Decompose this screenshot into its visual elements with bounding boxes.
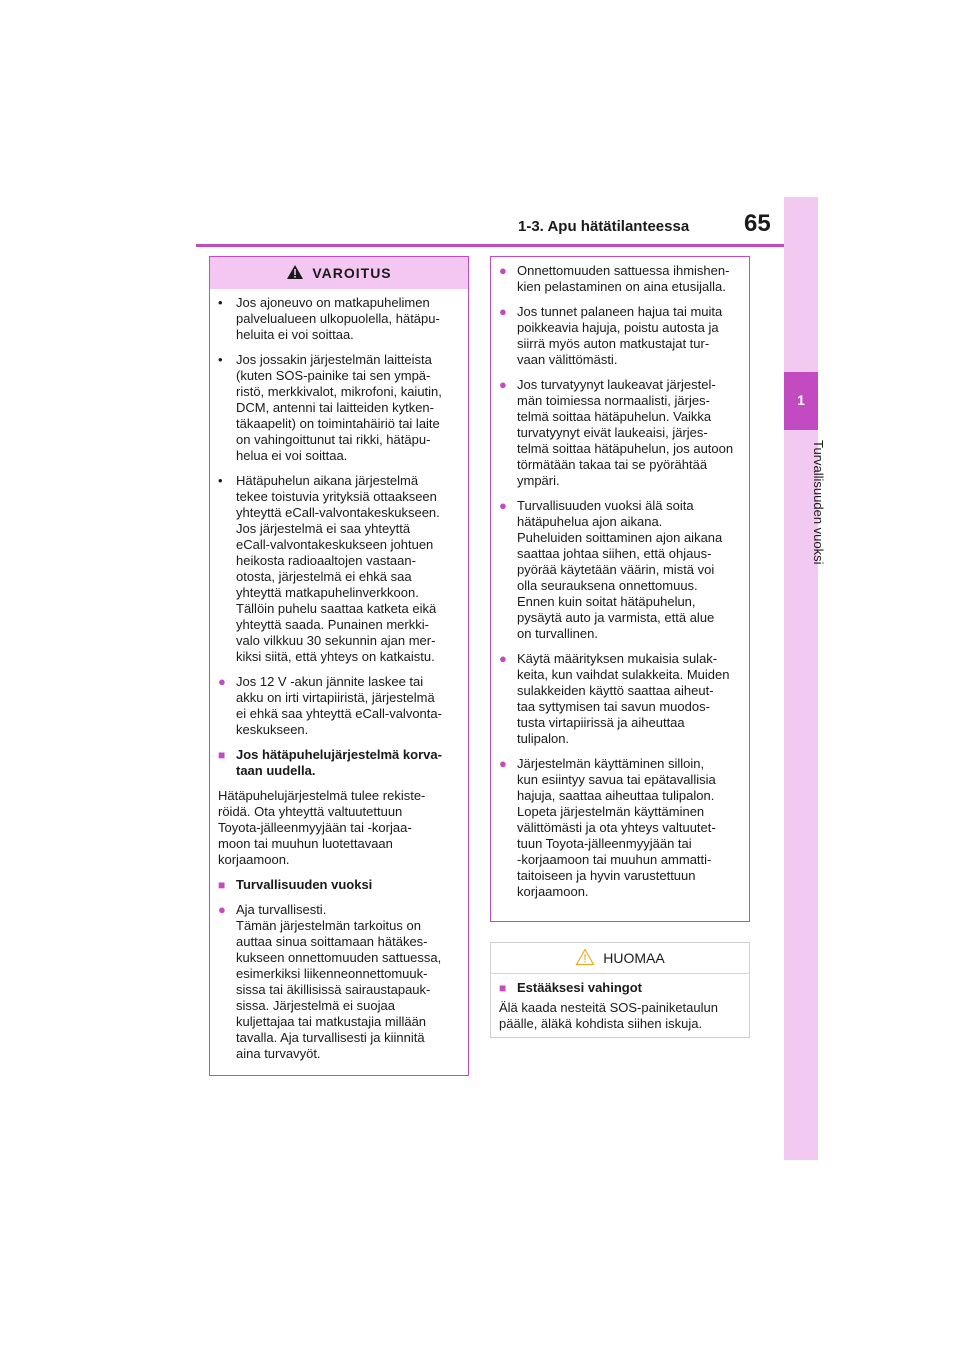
list-item — [499, 263, 741, 295]
section-heading-text: Jos hätäpuhelujärjestelmä korva- taan uudella. — [236, 747, 442, 778]
bullet-icon: • — [218, 352, 223, 367]
chapter-number: 1 — [797, 392, 805, 408]
list-item-text: Hätäpuhelun aikana järjestelmä tekee toistuvia yrityksiä ottaakseen yhteyttä eCall-valvontakeskukseen. Jos järjestelmä ei saa yhteyttä eCall-valvontakeskukseen johtuen heikosta radioaaltojen vastaan- otosta, järjestelmä ei ehkä saa yhteyttä matkapuhelinverkkoon. Tällöin puhelu saattaa katketa eikä yhteyttä saada. Punainen merkki- valo vilkkuu 30 sekunnin ajan mer- kiksi siitä, että yhteys on katkaistu. — [236, 473, 440, 664]
square-bullet-icon: ■ — [218, 878, 226, 892]
warning-header — [210, 257, 468, 289]
list-item — [499, 498, 741, 642]
list-item — [218, 902, 460, 1062]
note-header — [491, 943, 749, 974]
circle-bullet-icon: ● — [499, 263, 507, 278]
circle-bullet-icon: ● — [218, 902, 226, 917]
list-item — [218, 674, 460, 738]
caution-outline-icon — [575, 948, 595, 969]
circle-bullet-icon: ● — [499, 756, 507, 771]
list-item-text: Järjestelmän käyttäminen silloin, kun esiintyy savua tai epätavallisia hajuja, saattaa aiheuttaa tulipalon. Lopeta järjestelmän käyttäminen välittömästi ja ota yhteys valtuutet- tuun Toyota-jälleenmyyjään tai -korjaamoon tai muuhun ammatti- taitoiseen ja hyvin varustettuun korjaamoon. — [517, 756, 716, 899]
paragraph: Älä kaada nesteitä SOS-painiketaulun päälle, äläkä kohdista siihen iskuja. — [499, 1000, 718, 1031]
list-item-text: Jos turvatyynyt laukeavat järjestel- män toimiessa normaalisti, järjes- telmä soittaa hätäpuhelun. Vaikka turvatyynyt eivät laukeaisi, järjes- telmä soittaa hätäpuhelun, jos autoon törmätään takaa tai se pyörähtää ympäri. — [517, 377, 734, 488]
warning-triangle-icon — [286, 264, 304, 283]
section-heading-text: Estääksesi vahingot — [517, 980, 642, 995]
page-number: 65 — [744, 210, 771, 237]
list-item — [499, 651, 741, 747]
list-item — [218, 473, 460, 665]
square-bullet-icon: ■ — [218, 748, 226, 762]
circle-bullet-icon: ● — [499, 498, 507, 513]
safety-info-body — [491, 257, 749, 917]
list-item-text: Jos jossakin järjestelmän laitteista (kuten SOS-painike tai sen ympä- ristö, merkkivalot, mikrofoni, kaiutin, DCM, antenni tai laitteiden kytken- täkaapelit) on toimintahäiriö tai laite on vahingoittunut tai rikki, hätäpu- helua ei voi soittaa. — [236, 352, 442, 463]
bullet-icon: • — [218, 295, 223, 310]
list-item — [218, 352, 460, 464]
note-body — [491, 974, 749, 1049]
list-item-text: Käytä määrityksen mukaisia sulak- keita, kun vaihdat sulakkeita. Muiden sulakkeiden käyttö saattaa aiheut- taa syttymisen tai savun muodos- tusta virtapiirissä ja aiheuttaa tulipalon. — [517, 651, 730, 746]
list-item-text: Aja turvallisesti. Tämän järjestelmän tarkoitus on auttaa sinua soittamaan hätäkes- kukseen onnettomuuden sattuessa, esimerkiksi liikenneonnettomuuk- sissa tai äkillisissä sairaustapauk- sissa. Järjestelmä ei suojaa kuljettajaa tai matkustajia millään tavalla. Aja turvallisesti ja kiinnitä aina turvavyöt. — [236, 902, 442, 1061]
circle-bullet-icon: ● — [499, 377, 507, 392]
section-heading-text: Turvallisuuden vuoksi — [236, 877, 373, 892]
section-heading — [499, 980, 741, 996]
section-heading — [218, 747, 460, 779]
header-divider — [196, 244, 784, 247]
warning-body — [210, 289, 468, 1079]
note-box — [490, 942, 750, 1038]
warning-title: VAROITUS — [312, 265, 392, 281]
circle-bullet-icon: ● — [499, 304, 507, 319]
chapter-side-tab — [784, 197, 818, 1160]
list-item — [499, 756, 741, 900]
list-item-text: Turvallisuuden vuoksi älä soita hätäpuhelua ajon aikana. Puheluiden soittaminen ajon aikana saattaa johtaa siihen, että ohjaus- pyörää käytetään väärin, mistä voi olla seurauksena onnettomuus. Ennen kuin soitat hätäpuhelun, pysäytä auto ja varmista, että alue on turvallinen. — [517, 498, 723, 641]
list-item — [499, 377, 741, 489]
list-item — [499, 304, 741, 368]
square-bullet-icon: ■ — [499, 981, 507, 995]
circle-bullet-icon: ● — [499, 651, 507, 666]
circle-bullet-icon: ● — [218, 674, 226, 689]
warning-box — [209, 256, 469, 1076]
safety-info-box — [490, 256, 750, 922]
bullet-icon: • — [218, 473, 223, 488]
chapter-title: Turvallisuuden vuoksi — [811, 440, 826, 565]
list-item-text: Jos ajoneuvo on matkapuhelimen palvelualueen ulkopuolella, hätäpu- heluita ei voi soittaa. — [236, 295, 440, 342]
list-item-text: Onnettomuuden sattuessa ihmishen- kien pelastaminen on aina etusijalla. — [517, 263, 730, 294]
section-heading — [218, 877, 460, 893]
section-title: 1-3. Apu hätätilanteessa — [518, 218, 690, 235]
list-item-text: Jos 12 V -akun jännite laskee tai akku on irti virtapiiristä, järjestelmä ei ehkä saa yhteyttä eCall-valvonta- keskukseen. — [236, 674, 442, 737]
paragraph: Hätäpuhelujärjestelmä tulee rekiste- röidä. Ota yhteyttä valtuutettuun Toyota-jälleenmyyjään tai -korjaa- moon tai muuhun luotettavaan korjaamoon. — [218, 788, 426, 867]
list-item — [218, 295, 460, 343]
note-title: HUOMAA — [603, 950, 665, 966]
list-item-text: Jos tunnet palaneen hajua tai muita poikkeavia hajuja, poistu autosta ja siirrä myös auton matkustajat tur- vaan välittömästi. — [517, 304, 723, 367]
